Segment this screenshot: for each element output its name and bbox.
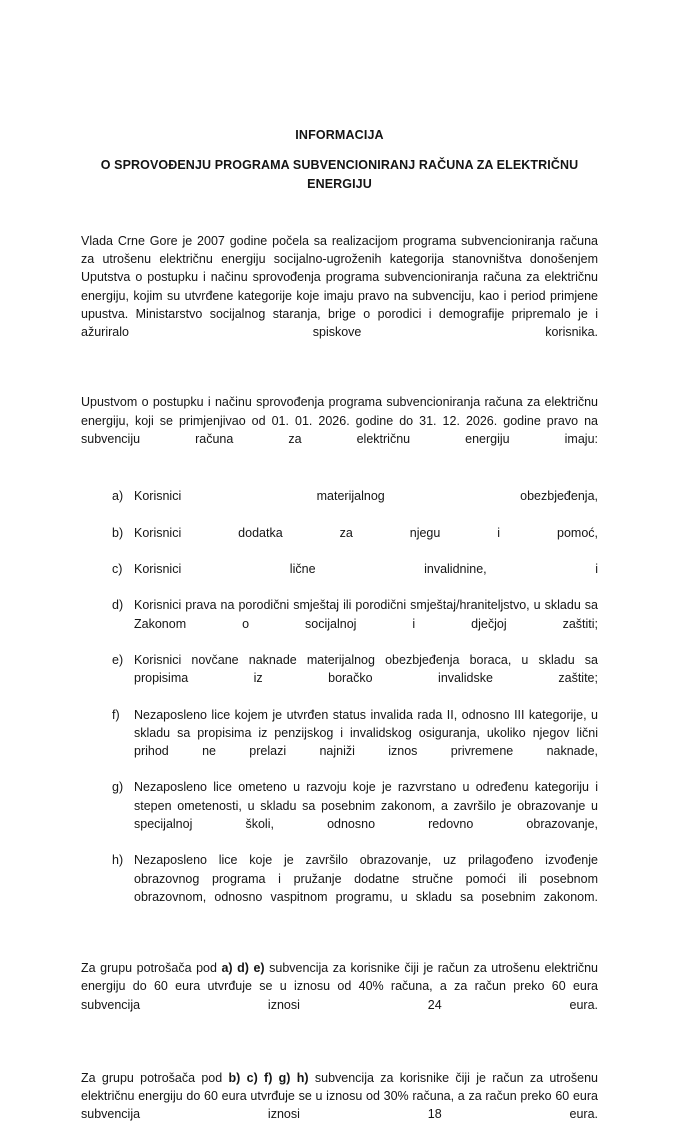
subsidy-group-2-lead: Za grupu potrošača pod — [81, 1070, 229, 1085]
list-item-text: Korisnici materijalnog obezbjeđenja, — [134, 489, 598, 504]
subsidy-group-1-lead: Za grupu potrošača pod — [81, 961, 222, 976]
subsidy-group-1-paragraph — [81, 959, 598, 1032]
list-item — [81, 596, 598, 651]
list-item-text: Korisnici lične invalidnine, i — [134, 562, 598, 577]
list-item-marker: a) — [112, 489, 124, 504]
list-item-marker: c) — [112, 562, 123, 577]
subsidy-group-2-groups: b) c) f) g) h) — [228, 1070, 309, 1085]
list-item-text: Nezaposleno lice ometeno u razvoju koje je razvrstano u određenu kategoriju i stepen ometenosti, u skladu sa posebnim zakonom, a završilo je obrazovanje u specijalnoj školi, odnosno redovno obrazovanje, — [134, 780, 598, 831]
document-title-block — [81, 0, 598, 194]
list-item-marker: d) — [112, 598, 124, 613]
list-item — [81, 560, 598, 596]
list-item-text: Korisnici novčane naknade materijalnog obezbjeđenja boraca, u skladu sa propisima iz boračko invalidske zaštite; — [134, 653, 598, 686]
document-title-subtitle: O SPROVOĐENJU PROGRAMA SUBVENCIONIRANJ RAČUNA ZA ELEKTRIČNU ENERGIJU — [100, 158, 579, 191]
list-item — [81, 524, 598, 560]
list-item-marker: f) — [112, 707, 120, 722]
list-item-text: Korisnici dodatka za njegu i pomoć, — [134, 525, 598, 540]
list-item-marker: e) — [112, 653, 124, 668]
list-item-marker: g) — [112, 780, 124, 795]
list-item-text: Nezaposleno lice kojem je utvrđen status invalida rada II, odnosno III kategorije, u skladu sa propisima iz penzijskog i invalidskog osiguranja, ukoliko njegov lični prihod ne prelazi najniži iznos privremene naknade, — [134, 707, 598, 759]
eligibility-intro-paragraph: Upustvom o postupku i načinu sprovođenja programa subvencioniranja računa za električnu energiju, koji se primjenjivao od 01. 01. 2026. godine do 31. 12. 2026. godine pravo na subvenciju računa za električnu energiju imaju: — [81, 395, 598, 446]
list-item — [81, 778, 598, 851]
subsidy-group-2-rest: subvencija za korisnike čiji je račun za utrošenu električnu energiju do 60 eura utvrđuje se u iznosu od 30% računa, a za račun preko 60 eura subvencija iznosi 18 eura. — [81, 1070, 598, 1122]
list-item — [81, 487, 598, 523]
list-item — [81, 651, 598, 706]
subsidy-group-1-rest: subvencija za korisnike čiji je račun za utrošenu električnu energiju do 60 eura utvrđuje se u iznosu od 40% računa, a za račun preko 60 eura subvencija iznosi 24 eura. — [81, 961, 598, 1012]
list-item-marker: h) — [112, 853, 124, 868]
document-title-main: INFORMACIJA — [295, 128, 384, 142]
subsidy-group-2-paragraph — [81, 1069, 598, 1142]
intro-paragraph: Vlada Crne Gore je 2007 godine počela sa realizacijom programa subvencioniranja računa za utrošenu električnu energiju socijalno-ugroženih kategorija stanovništva donošenjem Uputstva o postupku i načinu sprovođenja programa subvencioniranja računa za električnu energiju, kojim su utvrđene kategorije koje imaju pravo na subvenciju, kao i period primjene upustva. Ministarstvo socijalnog staranja, brige o porodici i demografije pripremalo je i ažuriralo spiskove korisnika. — [81, 234, 598, 340]
list-item — [81, 851, 598, 924]
list-item — [81, 706, 598, 779]
document-content — [81, 0, 598, 1142]
list-item-marker: b) — [112, 525, 124, 540]
list-item-text: Nezaposleno lice koje je završilo obrazovanje, uz prilagođeno izvođenje obrazovnog programa i pružanje dodatne stručne pomoći ili posebnom obrazovnom, odnosno vaspitnom programu, u skladu sa posebnim zakonom. — [134, 853, 598, 904]
list-item-text: Korisnici prava na porodični smještaj ili porodični smještaj/hraniteljstvo, u skladu sa Zakonom o socijalnoj i dječjoj zaštiti; — [134, 598, 598, 631]
subsidy-group-1-groups: a) d) e) — [221, 961, 265, 976]
eligibility-list — [81, 487, 598, 924]
